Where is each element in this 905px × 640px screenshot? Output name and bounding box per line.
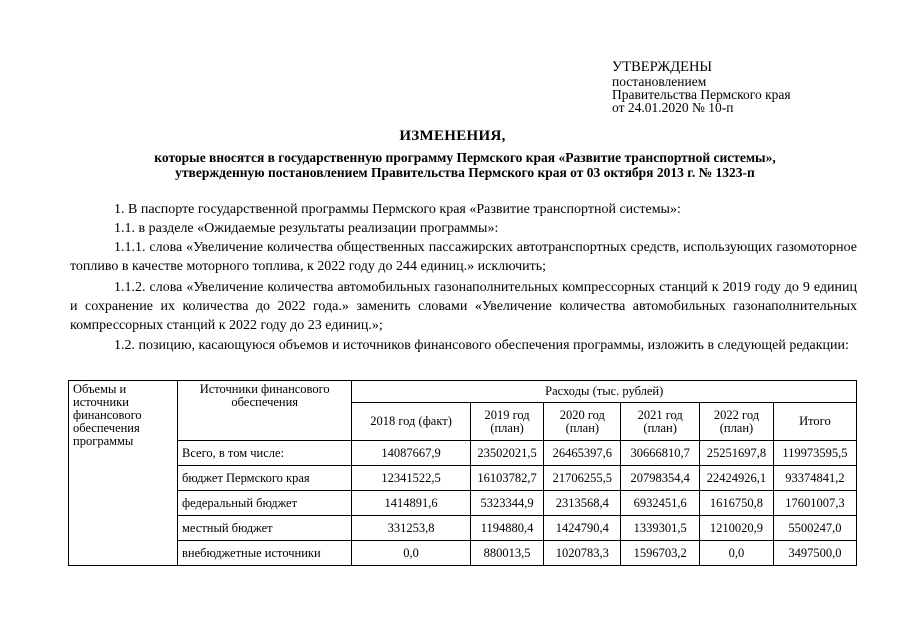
value-cell: 331253,8 (352, 516, 470, 541)
value-cell: 0,0 (700, 541, 774, 566)
approval-line: Правительства Пермского края (612, 87, 791, 102)
total-cell: 93374841,2 (773, 466, 856, 491)
value-cell: 0,0 (352, 541, 470, 566)
value-cell: 2313568,4 (544, 491, 621, 516)
total-cell: 17601007,3 (773, 491, 856, 516)
paragraph-1-1-1: 1.1.1. слова «Увеличение количества общественных пассажирских автотранспортных средств, использующих газомоторное топливо в качестве моторного топлива, к 2022 году до 244 единиц.» исключить; (70, 240, 857, 274)
value-cell: 1210020,9 (700, 516, 774, 541)
value-cell: 6932451,6 (621, 491, 700, 516)
subtitle-line: которые вносятся в государственную программу Пермского края «Развитие транспортной системы», (154, 150, 776, 165)
value-cell: 20798354,4 (621, 466, 700, 491)
total-header: Итого (773, 403, 856, 441)
table-row (69, 491, 857, 516)
value-cell: 1194880,4 (470, 516, 544, 541)
paragraph-1-1-2: 1.1.2. слова «Увеличение количества автомобильных газонаполнительных компрессорных станций к 2019 году до 9 единиц и сохранение их количества до 2022 года.» заменить словами «Увеличение количества автомобильных газонаполнительных компрессорных станций к 2022 году до 23 единиц.»; (70, 280, 857, 333)
paragraph-1-1: 1.1. в разделе «Ожидаемые результаты реализации программы»: (114, 221, 499, 236)
value-cell: 1424790,4 (544, 516, 621, 541)
value-cell: 1596703,2 (621, 541, 700, 566)
value-cell: 23502021,5 (470, 441, 544, 466)
year-header: 2020 год (план) (544, 403, 621, 441)
total-cell: 5500247,0 (773, 516, 856, 541)
value-cell: 21706255,5 (544, 466, 621, 491)
approval-line: постановлением (612, 74, 707, 89)
table-col1-header: Объемы и источники финансового обеспечения программы (69, 381, 178, 566)
year-header: 2021 год (план) (621, 403, 700, 441)
document-subtitle (60, 150, 870, 180)
table-row (69, 516, 857, 541)
value-cell: 880013,5 (470, 541, 544, 566)
value-cell: 1616750,8 (700, 491, 774, 516)
value-cell: 5323344,9 (470, 491, 544, 516)
subtitle-line: утвержденную постановлением Правительства Пермского края от 03 октября 2013 г. № 1323-п (175, 165, 755, 180)
approval-date: от 24.01.2020 № 10-п (612, 100, 734, 115)
value-cell: 1339301,5 (621, 516, 700, 541)
table-row (69, 466, 857, 491)
expenses-header: Расходы (тыс. рублей) (352, 381, 857, 403)
value-cell: 1414891,6 (352, 491, 470, 516)
source-label: бюджет Пермского края (178, 466, 352, 491)
value-cell: 22424926,1 (700, 466, 774, 491)
year-header: 2018 год (факт) (352, 403, 470, 441)
year-header: 2022 год (план) (700, 403, 774, 441)
total-cell: 3497500,0 (773, 541, 856, 566)
financing-table (68, 380, 857, 566)
table-row (69, 541, 857, 566)
paragraph-1: 1. В паспорте государственной программы Пермского края «Развитие транспортной системы»: (114, 202, 681, 217)
value-cell: 16103782,7 (470, 466, 544, 491)
total-cell: 119973595,5 (773, 441, 856, 466)
table-col2-header: Источники финансового обеспечения (178, 381, 352, 441)
table-row (69, 441, 857, 466)
approval-stamp (612, 60, 872, 114)
year-header: 2019 год (план) (470, 403, 544, 441)
document-title: ИЗМЕНЕНИЯ, (399, 128, 506, 144)
source-label: федеральный бюджет (178, 491, 352, 516)
value-cell: 14087667,9 (352, 441, 470, 466)
value-cell: 12341522,5 (352, 466, 470, 491)
value-cell: 26465397,6 (544, 441, 621, 466)
approval-heading: УТВЕРЖДЕНЫ (612, 59, 713, 75)
value-cell: 25251697,8 (700, 441, 774, 466)
source-label: внебюджетные источники (178, 541, 352, 566)
source-label: местный бюджет (178, 516, 352, 541)
paragraph-1-2: 1.2. позицию, касающуюся объемов и источников финансового обеспечения программы, изложить в следующей редакции: (114, 338, 849, 353)
value-cell: 1020783,3 (544, 541, 621, 566)
source-label: Всего, в том числе: (178, 441, 352, 466)
value-cell: 30666810,7 (621, 441, 700, 466)
